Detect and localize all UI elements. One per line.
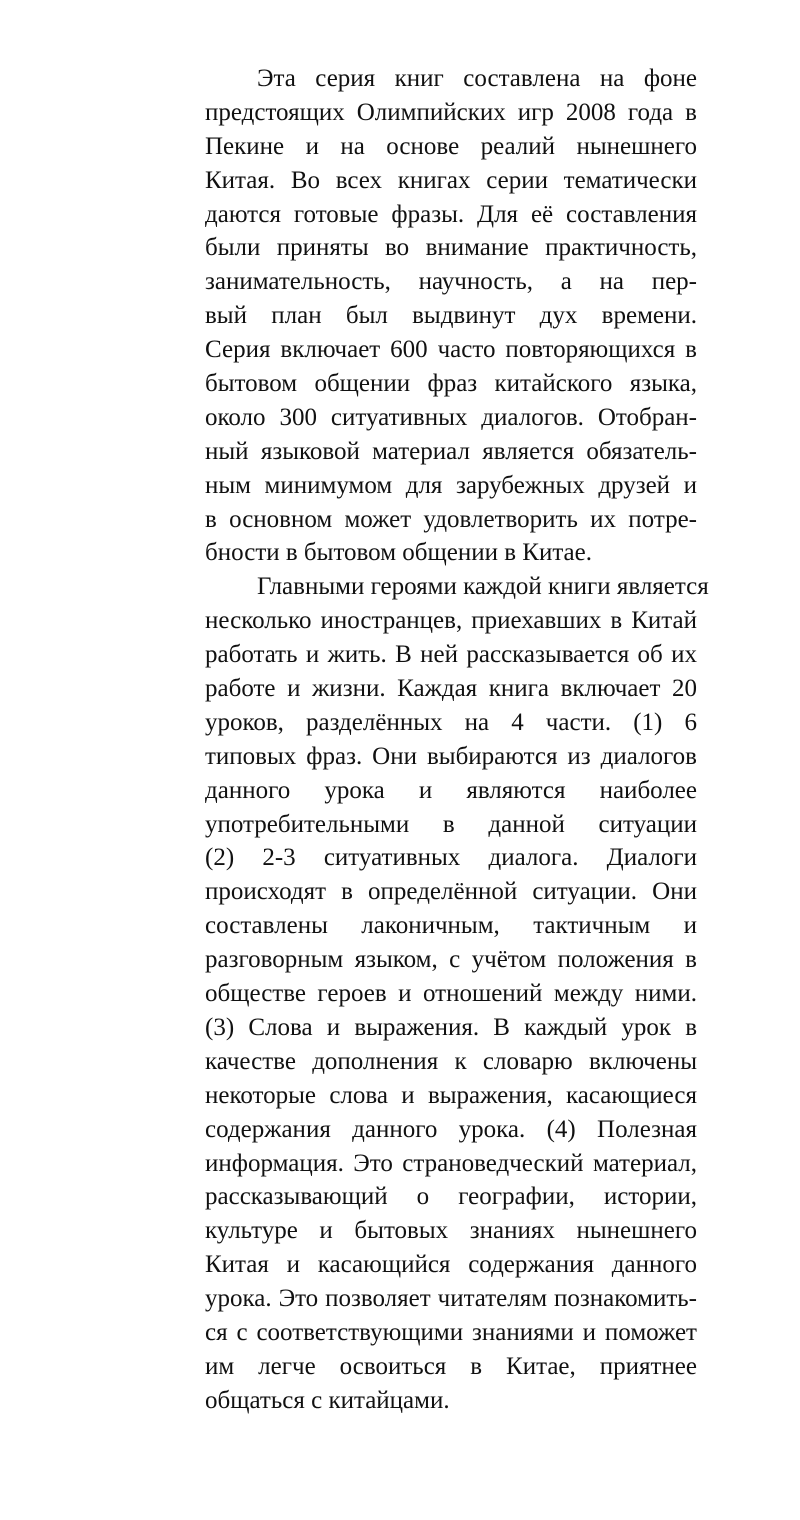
text-line: содержания данного урока. (4) Полезная	[205, 1115, 697, 1143]
text-line: Эта серия книг составлена на фоне	[257, 65, 697, 92]
text-line: ся с соответствующими знаниями и поможет	[205, 1318, 697, 1346]
text-line: происходят в определённой ситуации. Они	[205, 878, 697, 906]
text-line: Пекине и на основе реалий нынешнего	[205, 132, 697, 160]
text-line: работе и жизни. Каждая книга включает 20	[205, 675, 697, 703]
text-line: бытовом общении фраз китайского языка,	[205, 370, 697, 398]
text-line: несколько иностранцев, приехавших в Китай	[205, 607, 697, 635]
text-line: даются готовые фразы. Для её составления	[205, 200, 697, 228]
text-line: Серия включает 600 часто повторяющихся в	[205, 336, 697, 364]
text-line: (2) 2-3 ситуативных диалога. Диалоги	[205, 844, 697, 872]
text-line: обществе героев и отношений между ними.	[205, 980, 697, 1008]
text-line: работать и жить. В ней рассказывается об их	[205, 641, 697, 669]
text-line: уроков, разделённых на 4 части. (1) 6	[205, 708, 697, 736]
paragraph-2	[205, 570, 709, 1417]
text-line: рассказывающий о географии, истории,	[205, 1183, 697, 1211]
text-line: предстоящих Олимпийских игр 2008 года в	[205, 98, 697, 126]
body-text	[205, 62, 709, 1418]
text-line: данного урока и являются наиболее	[205, 776, 697, 804]
text-line: культуре и бытовых знаниях нынешнего	[205, 1217, 697, 1245]
text-line: качестве дополнения к словарю включены	[205, 1047, 697, 1075]
text-line: ный языковой материал является обязатель-	[205, 437, 697, 465]
text-line: ным минимумом для зарубежных друзей и	[205, 471, 697, 499]
text-line: информация. Это страноведческий материал,	[205, 1149, 697, 1177]
text-line: вый план был выдвинут дух времени.	[205, 302, 697, 330]
text-line: в основном может удовлетворить их потре-	[205, 505, 697, 533]
text-line: некоторые слова и выражения, касающиеся	[205, 1081, 697, 1109]
paragraph-1	[205, 62, 697, 570]
text-line: употребительными в данной ситуации	[205, 810, 697, 838]
text-line: Китая и касающийся содержания данного	[205, 1251, 697, 1279]
text-line: общаться с китайцами.	[205, 1386, 450, 1414]
text-line: составлены лаконичным, тактичным и	[205, 912, 697, 940]
text-line: занимательность, научность, а на пер-	[205, 268, 697, 296]
text-line: бности в бытовом общении в Китае.	[205, 539, 592, 567]
text-line: им легче освоиться в Китае, приятнее	[205, 1352, 697, 1380]
text-line: около 300 ситуативных диалогов. Отобран-	[205, 403, 697, 431]
text-line: типовых фраз. Они выбираются из диалогов	[205, 742, 697, 770]
text-line: были приняты во внимание практичность,	[205, 234, 697, 262]
text-line: (3) Слова и выражения. В каждый урок в	[205, 1013, 697, 1041]
text-line: Китая. Во всех книгах серии тематически	[205, 166, 697, 194]
text-line: разговорным языком, с учётом положения в	[205, 946, 697, 974]
text-line: Главными героями каждой книги является	[257, 573, 709, 601]
text-line: урока. Это позволяет читателям познакомить-	[205, 1285, 697, 1313]
